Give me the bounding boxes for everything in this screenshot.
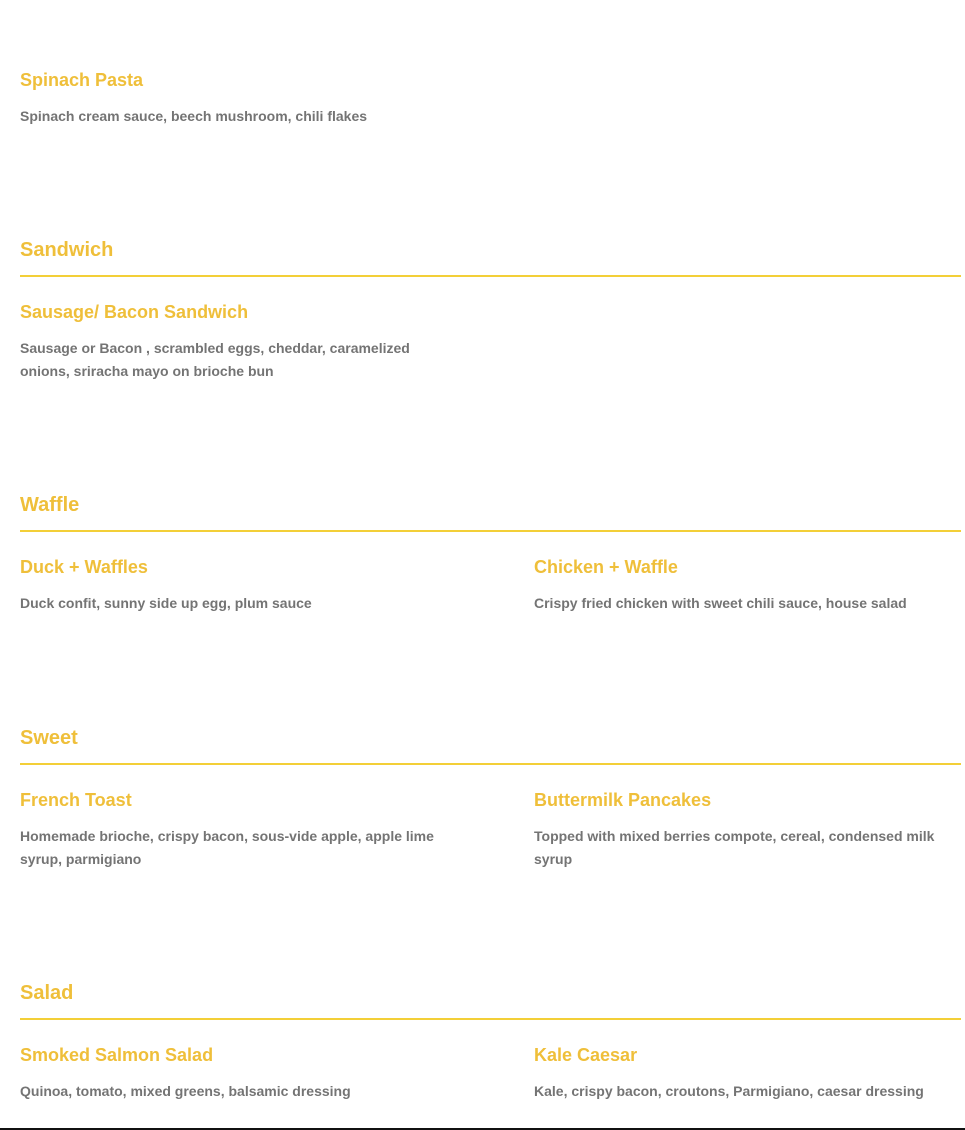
item-description: Duck confit, sunny side up egg, plum sauce <box>20 595 312 611</box>
section-divider <box>20 530 961 532</box>
item-name: French Toast <box>20 790 132 810</box>
item-description: Kale, crispy bacon, croutons, Parmigiano, caesar dressing <box>534 1083 924 1099</box>
item-name: Spinach Pasta <box>20 70 144 90</box>
item-name: Chicken + Waffle <box>534 557 678 577</box>
item-name: Duck + Waffles <box>20 557 148 577</box>
section-title-waffle: Waffle <box>20 494 80 516</box>
item-name: Sausage/ Bacon Sandwich <box>20 302 249 322</box>
menu-item-kale-caesar <box>534 1044 959 1103</box>
menu-item-french-toast <box>20 789 450 870</box>
item-name: Kale Caesar <box>534 1045 638 1065</box>
section-title-sandwich: Sandwich <box>20 239 114 261</box>
section-divider <box>20 763 961 765</box>
item-description: Quinoa, tomato, mixed greens, balsamic dressing <box>20 1083 351 1099</box>
item-name: Buttermilk Pancakes <box>534 790 712 810</box>
menu-item-chicken-waffle <box>534 556 959 615</box>
item-description: Homemade brioche, crispy bacon, sous-vide apple, apple lime syrup, parmigiano <box>20 828 434 867</box>
item-description: Crispy fried chicken with sweet chili sauce, house salad <box>534 595 907 611</box>
item-description: Spinach cream sauce, beech mushroom, chili flakes <box>20 108 368 124</box>
item-name: Smoked Salmon Salad <box>20 1045 214 1065</box>
item-description: Topped with mixed berries compote, cereal, condensed milk syrup <box>534 828 935 867</box>
menu-item-duck-waffles <box>20 556 450 615</box>
section-divider <box>20 275 961 277</box>
menu-item-smoked-salmon-salad <box>20 1044 450 1103</box>
section-title-salad: Salad <box>20 982 74 1004</box>
section-divider <box>20 1018 961 1020</box>
menu-item-sausage-bacon-sandwich <box>20 301 450 382</box>
menu-item-spinach-pasta <box>20 69 450 128</box>
menu-item-buttermilk-pancakes <box>534 789 959 870</box>
item-description: Sausage or Bacon , scrambled eggs, cheddar, caramelized onions, sriracha mayo on brioche bun <box>20 340 410 379</box>
section-title-sweet: Sweet <box>20 727 78 749</box>
